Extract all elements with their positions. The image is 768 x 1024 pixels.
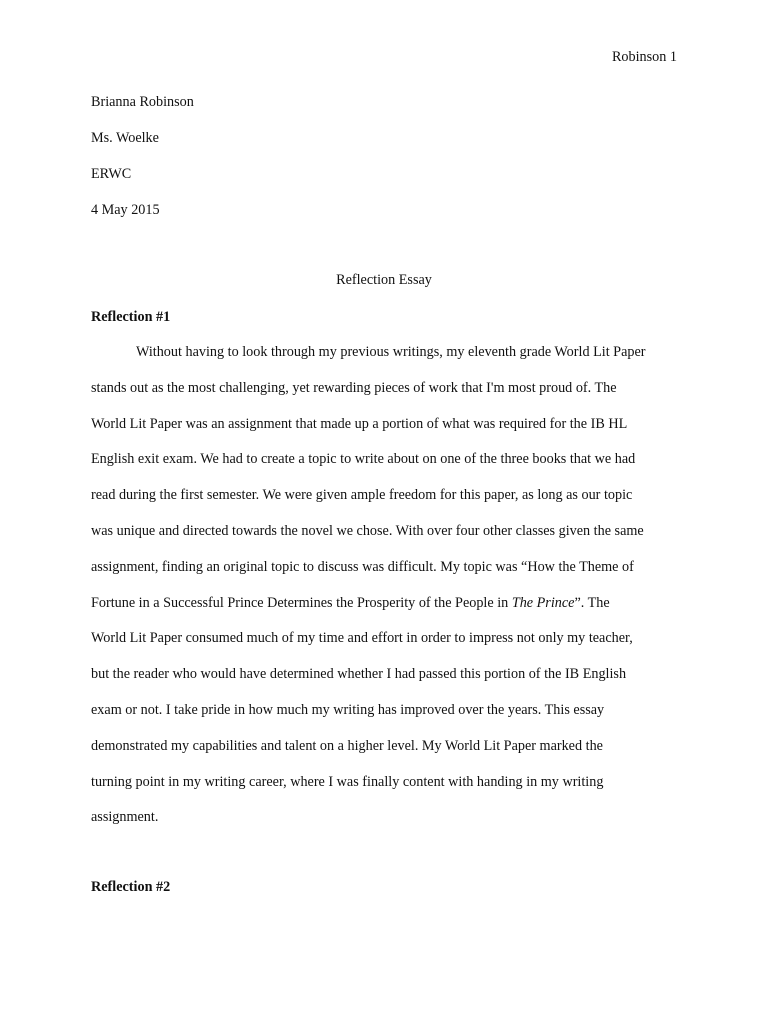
reflection-1-paragraph xyxy=(91,342,681,843)
paragraph-line: assignment, finding an original topic to discuss was difficult. My topic was “How the Theme of xyxy=(91,558,634,575)
italic-book-title: The Prince xyxy=(511,594,575,611)
paragraph-line: demonstrated my capabilities and talent on a higher level. My World Lit Paper marked the xyxy=(91,737,603,754)
paragraph-line-with-italic-title xyxy=(91,593,681,629)
paragraph-line: read during the first semester. We were given ample freedom for this paper, as long as our topic xyxy=(91,487,633,504)
paragraph-line: stands out as the most challenging, yet rewarding pieces of work that I'm most proud of. The xyxy=(91,379,617,396)
mla-heading xyxy=(91,92,194,236)
date: 4 May 2015 xyxy=(91,202,160,218)
paragraph-line: World Lit Paper consumed much of my time and effort in order to impress not only my teacher, xyxy=(91,630,633,647)
paragraph-line: English exit exam. We had to create a topic to write about on one of the three books that we had xyxy=(91,451,636,468)
course-name: ERWC xyxy=(91,166,132,182)
paragraph-line: was unique and directed towards the novel we chose. With over four other classes given the same xyxy=(91,522,644,539)
section-heading-reflection-2: Reflection #2 xyxy=(91,879,171,895)
section-heading-reflection-1: Reflection #1 xyxy=(91,309,171,325)
line-text-before: Fortune in a Successful Prince Determines the Prosperity of the People in xyxy=(91,594,512,611)
paragraph-line: World Lit Paper was an assignment that made up a portion of what was required for the IB HL xyxy=(91,415,628,432)
paragraph-line: but the reader who would have determined whether I had passed this portion of the IB English xyxy=(91,666,627,683)
paragraph-line: turning point in my writing career, where I was finally content with handing in my writing xyxy=(91,773,604,790)
essay-title: Reflection Essay xyxy=(336,272,432,288)
paragraph-line: exam or not. I take pride in how much my writing has improved over the years. This essay xyxy=(91,701,605,718)
instructor-name: Ms. Woelke xyxy=(91,130,159,146)
line-text-after: ”. The xyxy=(574,594,610,611)
paragraph-line: Without having to look through my previous writings, my eleventh grade World Lit Paper xyxy=(136,344,646,360)
running-header: Robinson 1 xyxy=(611,49,677,65)
author-name: Brianna Robinson xyxy=(91,94,194,110)
paragraph-line: assignment. xyxy=(91,809,159,826)
